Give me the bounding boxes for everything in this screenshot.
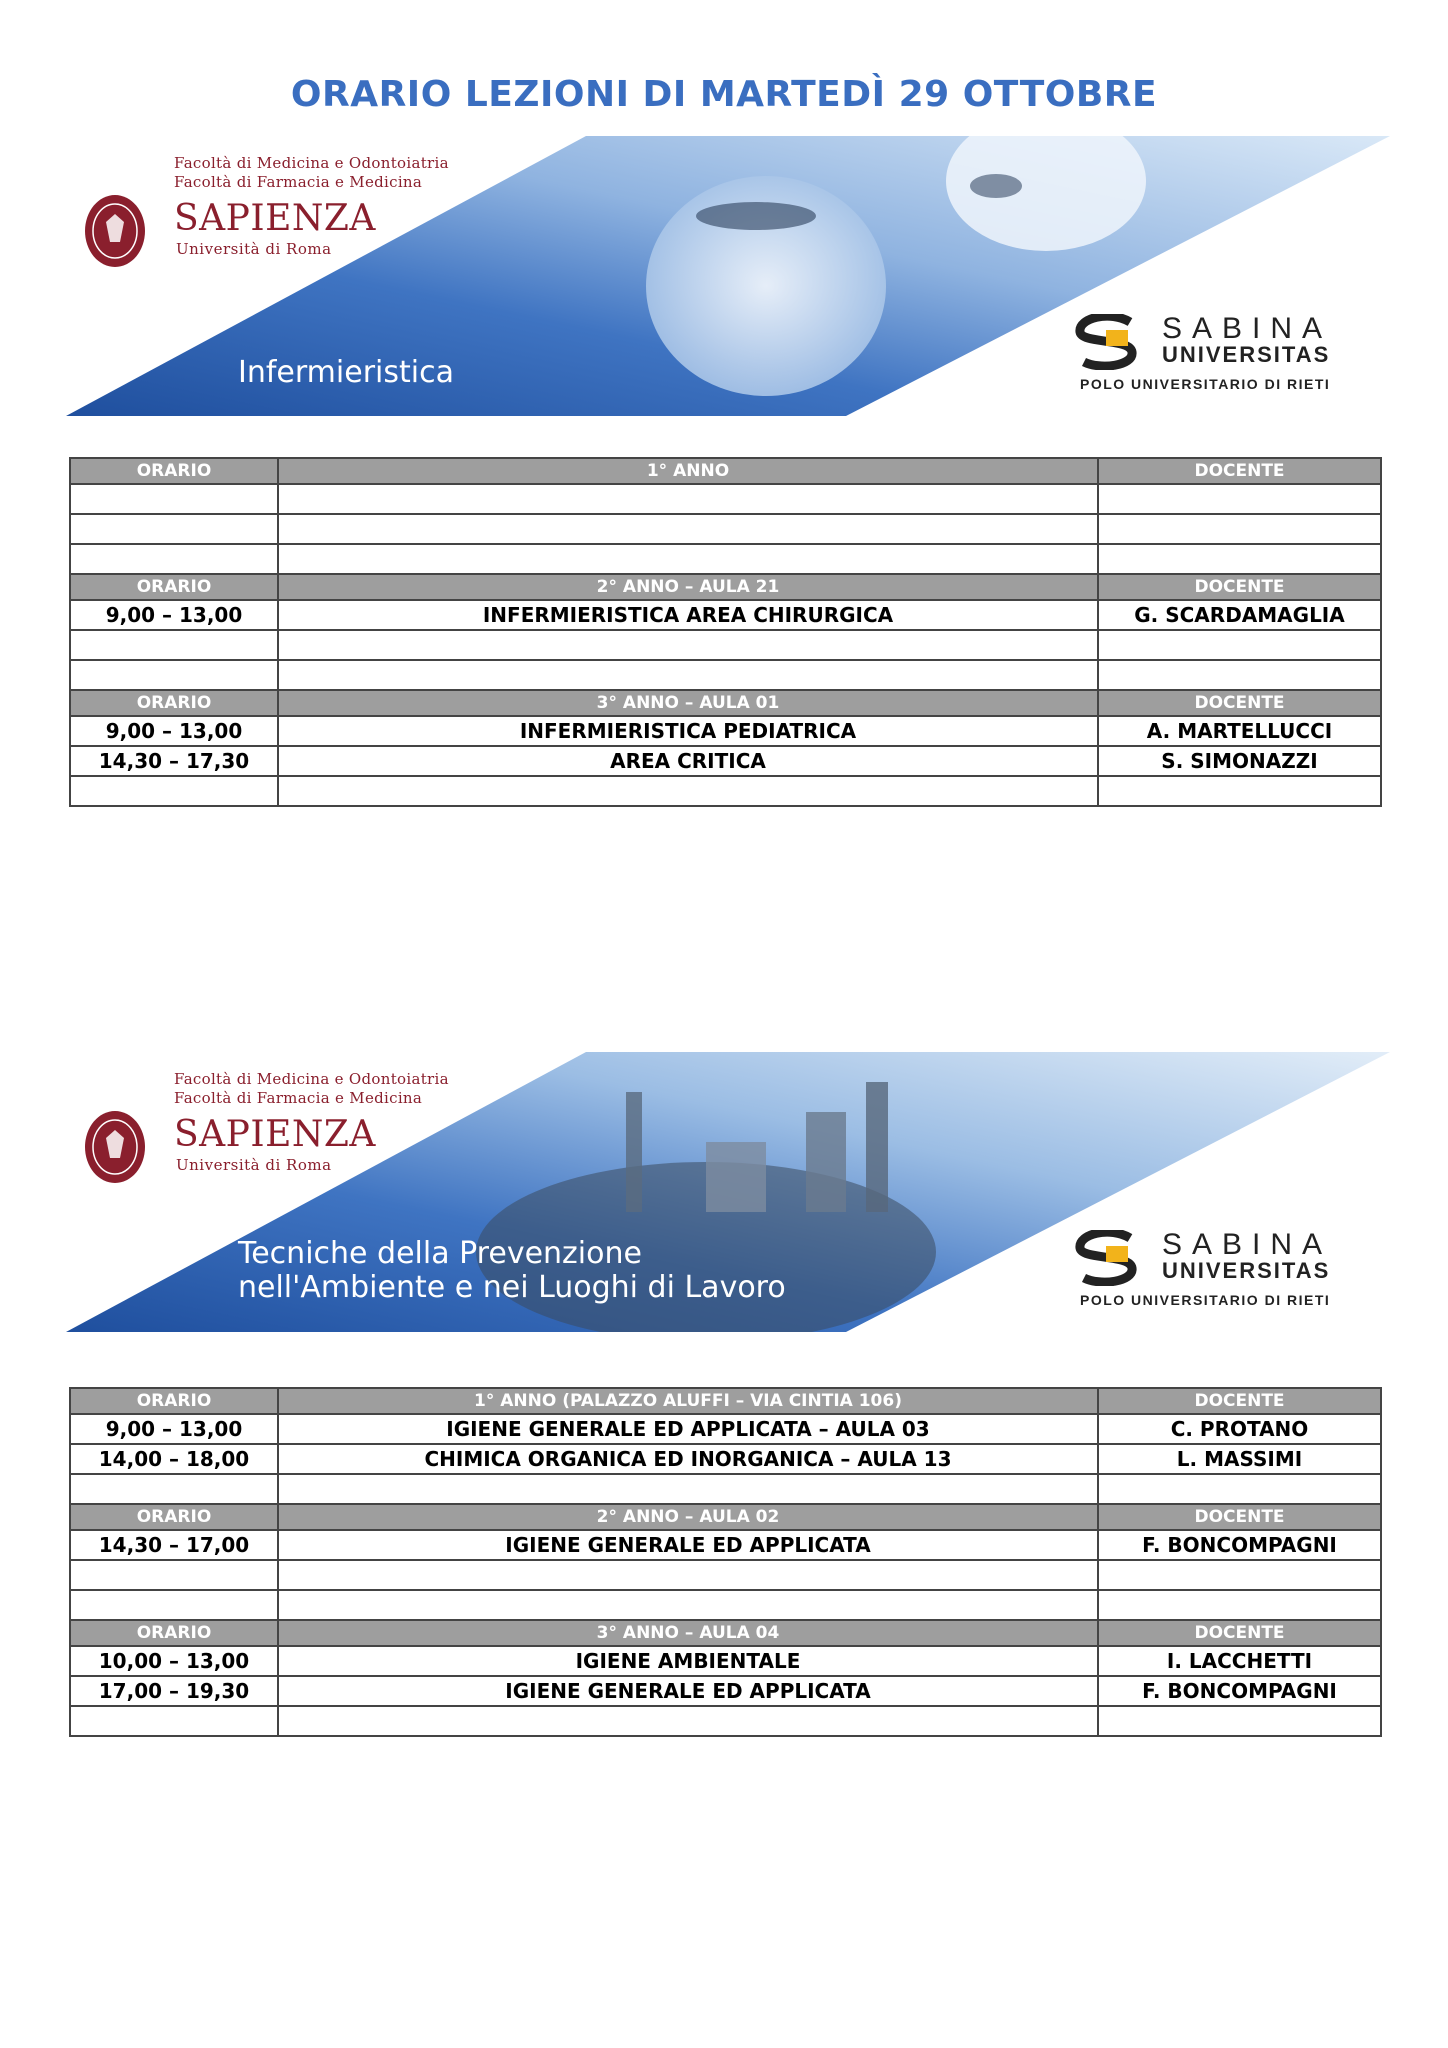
course-title-line-2: nell'Ambiente e nei Luoghi di Lavoro	[238, 1270, 786, 1305]
table-row	[70, 660, 1381, 690]
table-row	[70, 746, 1381, 776]
header-docente: DOCENTE	[1098, 690, 1381, 716]
banner-infermieristica	[66, 136, 1390, 416]
cell-lezione	[278, 776, 1098, 806]
table-row	[70, 1414, 1381, 1444]
header-orario: ORARIO	[70, 690, 278, 716]
header-docente: DOCENTE	[1098, 1504, 1381, 1530]
table-row	[70, 484, 1381, 514]
sabina-universitas-logo	[1070, 312, 1370, 392]
cell-docente: S. SIMONAZZI	[1098, 746, 1381, 776]
cell-lezione	[278, 514, 1098, 544]
faculty-line-2: Facoltà di Farmacia e Medicina	[174, 173, 423, 191]
cell-lezione: IGIENE GENERALE ED APPLICATA	[278, 1676, 1098, 1706]
cell-docente: G. SCARDAMAGLIA	[1098, 600, 1381, 630]
table-header-row	[70, 1388, 1381, 1414]
cell-lezione: IGIENE GENERALE ED APPLICATA – AULA 03	[278, 1414, 1098, 1444]
cell-orario	[70, 514, 278, 544]
cell-docente	[1098, 544, 1381, 574]
cell-docente	[1098, 1590, 1381, 1620]
partner-name: SABINA	[1162, 312, 1333, 345]
course-title-line-1: Tecniche della Prevenzione	[238, 1236, 642, 1271]
header-anno: 2° ANNO – AULA 21	[278, 574, 1098, 600]
header-docente: DOCENTE	[1098, 1388, 1381, 1414]
cell-orario: 9,00 – 13,00	[70, 716, 278, 746]
table-header-row	[70, 574, 1381, 600]
partner-sub: UNIVERSITAS	[1162, 1258, 1331, 1283]
partner-sub: UNIVERSITAS	[1162, 342, 1331, 367]
cell-orario: 14,30 – 17,30	[70, 746, 278, 776]
page-title: ORARIO LEZIONI DI MARTEDÌ 29 OTTOBRE	[290, 74, 1158, 115]
header-orario: ORARIO	[70, 574, 278, 600]
cell-docente	[1098, 514, 1381, 544]
table-row	[70, 1474, 1381, 1504]
cell-lezione: INFERMIERISTICA AREA CHIRURGICA	[278, 600, 1098, 630]
cell-docente	[1098, 660, 1381, 690]
sapienza-seal-icon	[84, 1110, 146, 1184]
cell-docente: I. LACCHETTI	[1098, 1646, 1381, 1676]
cell-orario: 14,00 – 18,00	[70, 1444, 278, 1474]
sabina-universitas-logo	[1070, 1228, 1370, 1308]
university-sub: Università di Roma	[176, 1156, 332, 1174]
partner-name: SABINA	[1162, 1228, 1333, 1261]
cell-orario: 9,00 – 13,00	[70, 1414, 278, 1444]
cell-lezione: AREA CRITICA	[278, 746, 1098, 776]
faculty-line-1: Facoltà di Medicina e Odontoiatria	[174, 154, 449, 172]
table-row	[70, 630, 1381, 660]
faculty-line-1: Facoltà di Medicina e Odontoiatria	[174, 1070, 449, 1088]
cell-orario	[70, 1590, 278, 1620]
header-docente: DOCENTE	[1098, 1620, 1381, 1646]
cell-lezione: INFERMIERISTICA PEDIATRICA	[278, 716, 1098, 746]
cell-docente	[1098, 1706, 1381, 1736]
header-docente: DOCENTE	[1098, 574, 1381, 600]
university-sub: Università di Roma	[176, 240, 332, 258]
cell-docente: L. MASSIMI	[1098, 1444, 1381, 1474]
header-orario: ORARIO	[70, 1620, 278, 1646]
schedule-table-infermieristica	[69, 457, 1382, 807]
cell-orario	[70, 1706, 278, 1736]
cell-docente	[1098, 776, 1381, 806]
table-row	[70, 544, 1381, 574]
header-orario: ORARIO	[70, 458, 278, 484]
table-row	[70, 600, 1381, 630]
header-anno: 3° ANNO – AULA 01	[278, 690, 1098, 716]
cell-lezione	[278, 1590, 1098, 1620]
cell-docente: C. PROTANO	[1098, 1414, 1381, 1444]
faculty-line-2: Facoltà di Farmacia e Medicina	[174, 1089, 423, 1107]
table-row	[70, 776, 1381, 806]
cell-orario	[70, 630, 278, 660]
header-orario: ORARIO	[70, 1504, 278, 1530]
partner-polo: POLO UNIVERSITARIO DI RIETI	[1080, 376, 1331, 392]
university-name: SAPIENZA	[174, 1114, 376, 1155]
header-orario: ORARIO	[70, 1388, 278, 1414]
cell-orario	[70, 776, 278, 806]
table-row	[70, 1646, 1381, 1676]
cell-lezione	[278, 1560, 1098, 1590]
partner-polo: POLO UNIVERSITARIO DI RIETI	[1080, 1292, 1331, 1308]
sabina-logo-icon	[1070, 1230, 1156, 1286]
schedule-table-tecniche-prevenzione	[69, 1387, 1382, 1737]
cell-orario	[70, 1474, 278, 1504]
cell-lezione	[278, 1474, 1098, 1504]
cell-docente	[1098, 1560, 1381, 1590]
header-anno: 1° ANNO (PALAZZO ALUFFI – VIA CINTIA 106)	[278, 1388, 1098, 1414]
table-row	[70, 1530, 1381, 1560]
table-row	[70, 1444, 1381, 1474]
cell-lezione: CHIMICA ORGANICA ED INORGANICA – AULA 13	[278, 1444, 1098, 1474]
table-row	[70, 1590, 1381, 1620]
banner-tecniche-prevenzione	[66, 1052, 1390, 1332]
table-header-row	[70, 458, 1381, 484]
table-row	[70, 1560, 1381, 1590]
cell-docente	[1098, 1474, 1381, 1504]
cell-docente: F. BONCOMPAGNI	[1098, 1530, 1381, 1560]
cell-orario	[70, 660, 278, 690]
cell-docente	[1098, 484, 1381, 514]
cell-lezione: IGIENE GENERALE ED APPLICATA	[278, 1530, 1098, 1560]
cell-orario	[70, 1560, 278, 1590]
cell-lezione	[278, 1706, 1098, 1736]
cell-lezione: IGIENE AMBIENTALE	[278, 1646, 1098, 1676]
cell-orario	[70, 484, 278, 514]
cell-orario: 9,00 – 13,00	[70, 600, 278, 630]
header-anno: 3° ANNO – AULA 04	[278, 1620, 1098, 1646]
cell-lezione	[278, 660, 1098, 690]
sapienza-seal-icon	[84, 194, 146, 268]
table-row	[70, 514, 1381, 544]
cell-orario: 10,00 – 13,00	[70, 1646, 278, 1676]
cell-orario: 17,00 – 19,30	[70, 1676, 278, 1706]
cell-docente	[1098, 630, 1381, 660]
header-anno: 1° ANNO	[278, 458, 1098, 484]
cell-lezione	[278, 544, 1098, 574]
university-name: SAPIENZA	[174, 198, 376, 239]
cell-docente: A. MARTELLUCCI	[1098, 716, 1381, 746]
cell-lezione	[278, 630, 1098, 660]
table-row	[70, 716, 1381, 746]
sabina-logo-icon	[1070, 314, 1156, 370]
cell-orario: 14,30 – 17,00	[70, 1530, 278, 1560]
table-header-row	[70, 1620, 1381, 1646]
table-header-row	[70, 1504, 1381, 1530]
cell-lezione	[278, 484, 1098, 514]
header-anno: 2° ANNO – AULA 02	[278, 1504, 1098, 1530]
header-docente: DOCENTE	[1098, 458, 1381, 484]
cell-docente: F. BONCOMPAGNI	[1098, 1676, 1381, 1706]
table-row	[70, 1676, 1381, 1706]
cell-orario	[70, 544, 278, 574]
table-row	[70, 1706, 1381, 1736]
course-title: Infermieristica	[238, 355, 454, 390]
table-header-row	[70, 690, 1381, 716]
